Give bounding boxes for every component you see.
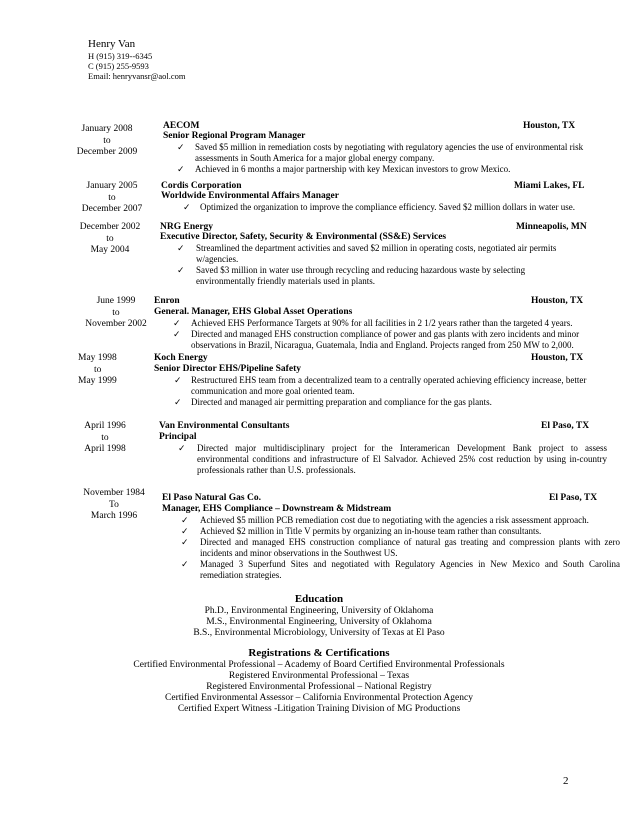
job-dates: May 1998 to May 1999	[78, 353, 117, 386]
checkmark-icon: ✓	[177, 142, 185, 152]
job-dates: April 1996 to April 1998	[84, 421, 126, 454]
job-dates: November 1984 To March 1996	[83, 488, 145, 521]
registration-line: Certified Environmental Professional – Academy of Board Certified Environmental Professionals	[133, 660, 505, 670]
job-location: El Paso, TX	[549, 493, 598, 503]
job-dates: June 1999 to November 2002	[85, 296, 147, 329]
job-dates: December 2002 to May 2004	[79, 222, 141, 255]
job-title: Worldwide Environmental Affairs Manager	[161, 191, 339, 201]
email-address: Email: henryvansr@aol.com	[88, 71, 186, 81]
job-location: Minneapolis, MN	[516, 222, 587, 232]
checkmark-icon: ✓	[183, 202, 191, 212]
education-line: Ph.D., Environmental Engineering, University of Oklahoma	[204, 606, 434, 616]
job-title: Principal	[159, 432, 197, 442]
education-line: B.S., Environmental Microbiology, University of Texas at El Paso	[193, 628, 445, 638]
registration-line: Certified Environmental Assessor – California Environmental Protection Agency	[165, 693, 473, 703]
job-title: Senior Director EHS/Pipeline Safety	[154, 364, 301, 374]
job-location: Houston, TX	[523, 121, 576, 131]
registration-line: Certified Expert Witness -Litigation Training Division of MG Productions	[177, 704, 461, 714]
job-location: Houston, TX	[531, 296, 584, 306]
checkmark-icon: ✓	[173, 329, 181, 339]
job-company: AECOM	[163, 121, 200, 131]
job-title: Senior Regional Program Manager	[163, 131, 306, 141]
job-company: Koch Energy	[154, 353, 208, 363]
candidate-name: Henry Van	[88, 38, 136, 50]
job-dates: January 2008 to December 2009	[76, 124, 138, 157]
checkmark-icon: ✓	[177, 164, 185, 174]
checkmark-icon: ✓	[174, 375, 182, 385]
job-company: Cordis Corporation	[161, 181, 242, 191]
job-location: Houston, TX	[531, 353, 584, 363]
job-company: Enron	[154, 296, 180, 306]
checkmark-icon: ✓	[177, 265, 185, 275]
job-company: Van Environmental Consultants	[159, 421, 290, 431]
registration-line: Registered Environmental Professional – Texas	[228, 671, 410, 681]
checkmark-icon: ✓	[173, 318, 181, 328]
checkmark-icon: ✓	[181, 559, 189, 569]
job-title: Manager, EHS Compliance – Downstream & Midstream	[162, 504, 392, 514]
job-title: Executive Director, Safety, Security & Environmental (SS&E) Services	[160, 232, 447, 242]
page-number: 2	[563, 775, 569, 787]
cell-phone: C (915) 255-9593	[88, 61, 149, 71]
education-heading: Education	[294, 593, 344, 605]
registration-line: Registered Environmental Professional – National Registry	[206, 682, 432, 692]
checkmark-icon: ✓	[181, 537, 189, 547]
job-company: NRG Energy	[160, 222, 214, 232]
checkmark-icon: ✓	[181, 526, 189, 536]
job-company: El Paso Natural Gas Co.	[162, 493, 261, 503]
job-dates: January 2005 to December 2007	[81, 181, 143, 214]
job-title: General. Manager, EHS Global Asset Operations	[154, 307, 353, 317]
registrations-heading: Registrations & Certifications	[248, 647, 390, 659]
job-location: El Paso, TX	[541, 421, 590, 431]
checkmark-icon: ✓	[177, 243, 185, 253]
checkmark-icon: ✓	[174, 397, 182, 407]
checkmark-icon: ✓	[181, 515, 189, 525]
checkmark-icon: ✓	[178, 443, 186, 453]
job-location: Miami Lakes, FL	[514, 181, 585, 191]
home-phone: H (915) 319--6345	[88, 51, 153, 61]
education-line: M.S., Environmental Engineering, University of Oklahoma	[206, 617, 432, 627]
